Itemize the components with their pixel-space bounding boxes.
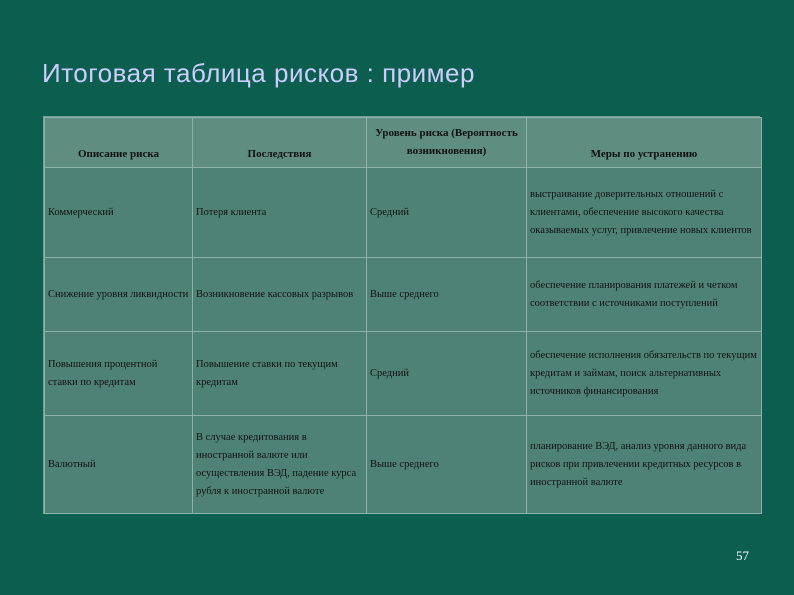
page-number: 57 xyxy=(736,548,749,563)
header-measures: Меры по устранению xyxy=(527,118,762,168)
cell-measures: обеспечение исполнения обязательств по текущим кредитам и займам, поиск альтернативных источников финансирования xyxy=(527,332,762,416)
table-row xyxy=(45,416,762,514)
cell-risk-level: Средний xyxy=(367,332,527,416)
cell-description: Повышения процентной ставки по кредитам xyxy=(45,332,193,416)
cell-description: Коммерческий xyxy=(45,168,193,258)
cell-consequence: Потеря клиента xyxy=(193,168,367,258)
cell-measures: планирование ВЭД, анализ уровня данного вида рисков при привлечении кредитных ресурсов в иностранной валюте xyxy=(527,416,762,514)
cell-risk-level: Выше среднего xyxy=(367,258,527,332)
cell-consequence: В случае кредитования в иностранной валюте или осуществления ВЭД, падение курса рубля к иностранной валюте xyxy=(193,416,367,514)
header-consequence: Последствия xyxy=(193,118,367,168)
cell-measures: обеспечение планирования платежей и четком соответствии с источниками поступлений xyxy=(527,258,762,332)
risk-table xyxy=(43,116,760,514)
cell-measures: выстраивание доверительных отношений с клиентами, обеспечение высокого качества оказываемых услуг, привлечение новых клиентов xyxy=(527,168,762,258)
cell-consequence: Повышение ставки по текущим кредитам xyxy=(193,332,367,416)
header-risk-level: Уровень риска (Вероятность возникновения) xyxy=(367,118,527,168)
cell-risk-level: Средний xyxy=(367,168,527,258)
table-row xyxy=(45,332,762,416)
cell-risk-level: Выше среднего xyxy=(367,416,527,514)
cell-consequence: Возникновение кассовых разрывов xyxy=(193,258,367,332)
cell-description: Валютный xyxy=(45,416,193,514)
table-header-row xyxy=(45,118,762,168)
table-row xyxy=(45,258,762,332)
table-row xyxy=(45,168,762,258)
cell-description: Снижение уровня ликвидности xyxy=(45,258,193,332)
slide-title: Итоговая таблица рисков : пример xyxy=(42,58,475,88)
header-description: Описание риска xyxy=(45,118,193,168)
